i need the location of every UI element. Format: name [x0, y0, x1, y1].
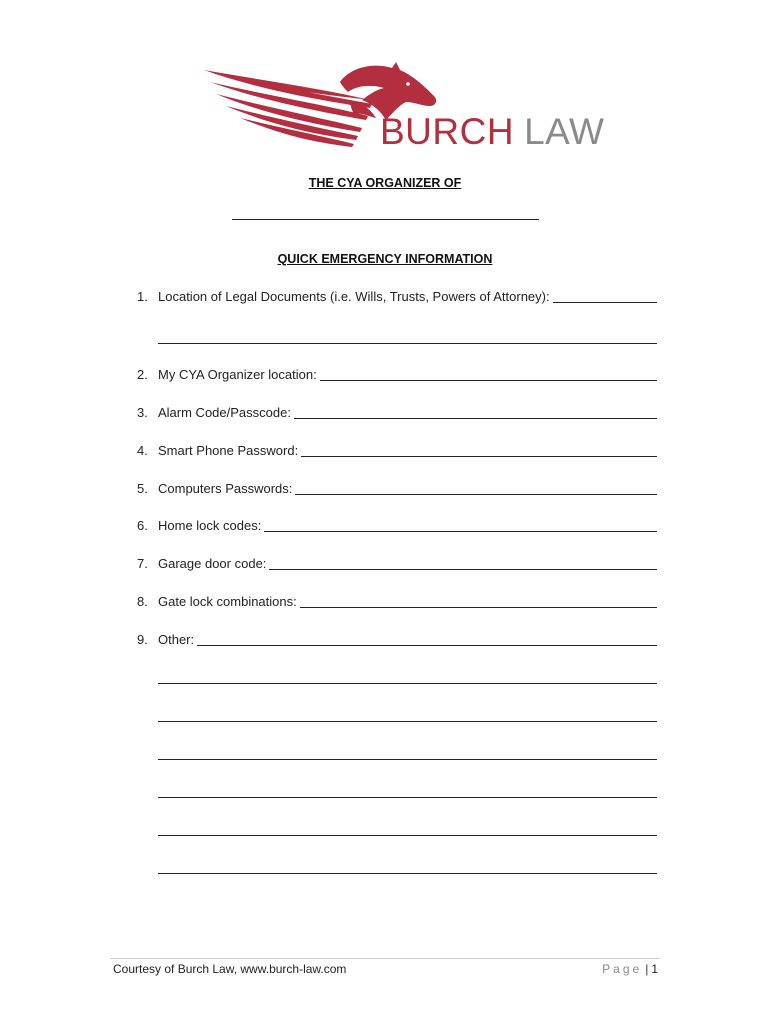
other-field[interactable] [197, 644, 657, 646]
item-number: 9. [137, 632, 148, 647]
item-other [137, 631, 657, 649]
item-number: 6. [137, 518, 148, 533]
item-number: 8. [137, 594, 148, 609]
section-title: QUICK EMERGENCY INFORMATION [277, 252, 493, 266]
item-organizer-location [137, 366, 657, 384]
item-label: My CYA Organizer location: [158, 367, 317, 382]
item-smart-phone-password [137, 442, 657, 460]
other-field-line[interactable] [158, 720, 657, 722]
page-indicator [602, 962, 658, 976]
footer-divider [110, 958, 660, 959]
home-lock-codes-field[interactable] [264, 530, 657, 532]
footer-courtesy: Courtesy of Burch Law, www.burch-law.com [113, 962, 347, 976]
item-label: Smart Phone Password: [158, 443, 299, 458]
document-title: THE CYA ORGANIZER OF [308, 176, 462, 190]
item-label: Other: [158, 632, 195, 647]
gate-lock-combinations-field[interactable] [300, 606, 657, 608]
item-label: Alarm Code/Passcode: [158, 405, 291, 420]
alarm-code-field[interactable] [294, 417, 657, 419]
garage-door-code-field[interactable] [269, 568, 657, 570]
computers-passwords-field[interactable] [295, 493, 657, 495]
item-number: 7. [137, 556, 148, 571]
page-number: 1 [651, 962, 658, 976]
other-field-line[interactable] [158, 834, 657, 836]
logo-name-burch: BURCH [380, 111, 515, 152]
page-separator: | [645, 962, 649, 976]
item-number: 2. [137, 367, 148, 382]
item-number: 4. [137, 443, 148, 458]
item-label: Location of Legal Documents (i.e. Wills, Trusts, Powers of Attorney): [158, 289, 550, 304]
other-field-line[interactable] [158, 796, 657, 798]
other-field-line[interactable] [158, 758, 657, 760]
item-label: Garage door code: [158, 556, 267, 571]
item-gate-lock-combinations [137, 593, 657, 611]
item-home-lock-codes [137, 517, 657, 535]
item-label: Gate lock combinations: [158, 594, 297, 609]
organizer-name-line[interactable] [232, 218, 539, 220]
other-field-line[interactable] [158, 682, 657, 684]
item-number: 1. [137, 289, 148, 304]
item-number: 3. [137, 405, 148, 420]
page-word: Page [602, 962, 643, 976]
smart-phone-password-field[interactable] [301, 455, 657, 457]
item-label: Computers Passwords: [158, 481, 293, 496]
logo-wordmark [380, 113, 604, 150]
item-alarm-code [137, 404, 657, 422]
item-garage-door-code [137, 555, 657, 573]
item-computers-passwords [137, 480, 657, 498]
legal-documents-field-continued[interactable] [158, 342, 657, 344]
item-number: 5. [137, 481, 148, 496]
item-label: Home lock codes: [158, 518, 262, 533]
burch-law-logo [200, 60, 605, 160]
logo-name-law: LAW [524, 111, 605, 152]
organizer-location-field[interactable] [320, 379, 657, 381]
other-field-line[interactable] [158, 872, 657, 874]
item-legal-documents [137, 288, 657, 306]
legal-documents-field[interactable] [553, 301, 657, 303]
